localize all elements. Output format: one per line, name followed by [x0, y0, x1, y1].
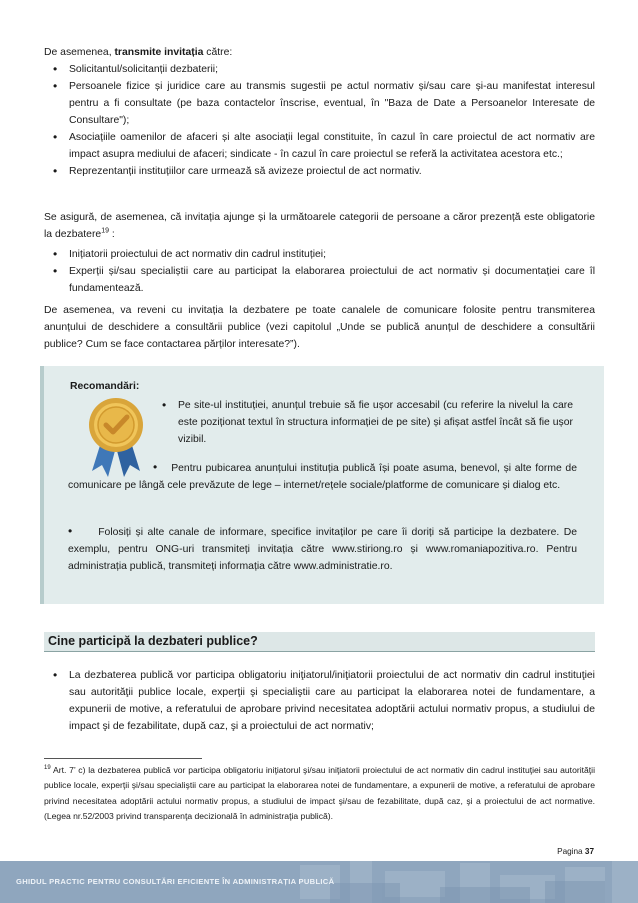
footer-title: GHIDUL PRACTIC PENTRU CONSULTĂRI EFICIENTE ÎN ADMINISTRAȚIA PUBLICĂ	[16, 877, 335, 886]
invitation-recipients	[44, 44, 595, 180]
mandatory-text-after: :	[109, 229, 115, 240]
page-label: Pagina	[557, 847, 585, 856]
recommendation-text: • Pe site-ul instituției, anunțul trebuie să fie ușor accesabil (cu referire la nivelul la care este poziționat textul în structura informației de pe site) și afișat astfel încât să fie ușor vizibil.	[153, 397, 573, 448]
footnote-number: 19	[44, 765, 51, 772]
footnote-ref[interactable]: 19	[101, 227, 109, 235]
list-item: • Persoanele fizice și juridice care au transmis sugestii pe actul normativ și/sau care și-au manifestat interesul pentru a fi consultate (pe baza contactelor înscrise, eventual, în "Baza de Date a Persoanelor Interesate de Consultare");	[44, 78, 595, 129]
list-item: • Experții și/sau specialiștii care au participat la elaborarea proiectului de act normativ și documentației care îl fundamentează.	[44, 263, 595, 297]
intro-lead: De asemenea,	[44, 47, 115, 58]
bullet: •	[153, 460, 158, 474]
intro-line	[44, 44, 595, 61]
recommendation-item	[68, 523, 577, 575]
section-title: Cine participă la dezbateri publice?	[48, 634, 258, 648]
footer-banner	[0, 861, 638, 903]
list-item: • Inițiatorii proiectului de act normativ din cadrul instituției;	[44, 246, 595, 263]
page-number-value: 37	[584, 847, 594, 856]
footnote-divider	[44, 758, 202, 759]
list-item: • Reprezentanții instituțiilor care urmează să avizeze proiectul de act normativ.	[44, 163, 595, 180]
intro-tail: către:	[203, 47, 233, 58]
recommendations-title: Recomandări:	[70, 381, 140, 392]
list-item: • Asociațiile oamenilor de afaceri și alte asociații legal constituite, în cazul în care proiectul de act normativ are impact asupra mediului de afaceri; sindicate - în cazul în care proiectul se referă la activitatea acestora etc.;	[44, 129, 595, 163]
channels-paragraph: De asemenea, va reveni cu invitația la dezbatere pe toate canalele de comunicare folosite pentru transmiterea anunțului de deschidere a consultării publice (vezi capitolul „Unde se publică anunțul de deschidere a consultării publice? Cum se face contactarea părților interesate?”).	[44, 305, 595, 350]
recommendation-text: Pentru pubicarea anunțului instituția publică își poate asuma, benevol, și alte forme de comunicare pe lângă cele prevăzute de lege – internet/rețele sociale/platforme de comunicare și dialog etc.	[68, 463, 577, 491]
recommendation-text: Folosiți și alte canale de informare, specifice invitaților pe care îi doriți să participe la dezbatere. De exemplu, pentru ONG-uri transmiteți invitația către www.stiriong.ro și www.romaniapozitiva.ro. Pentru administrația publică, transmiteți informația către www.administratie.ro.	[68, 527, 577, 572]
bullet: •	[68, 524, 73, 538]
list-item: • Solicitantul/solicitanții dezbaterii;	[44, 61, 595, 78]
recommendation-item	[153, 397, 573, 448]
participants-list	[44, 667, 595, 735]
section-heading	[44, 632, 595, 652]
footnote	[44, 763, 595, 825]
page-number	[520, 843, 594, 860]
recommendations-box	[40, 366, 604, 604]
mandatory-intro	[44, 209, 595, 243]
list-item: • La dezbaterea publică vor participa obligatoriu iniţiatorul/iniţiatorii proiectului de act normativ din cadrul instituţiei sau autorităţii publice locale, experţii şi specialiştii care au participat la elaborarea notei de fundamentare, a expunerii de motive, a referatului de aprobare privind necesitatea adoptării actului normativ propus, a studiului de impact şi de fezabilitate, după caz, şi a proiectului de act normativ;	[44, 667, 595, 735]
recipients-list	[44, 61, 595, 180]
intro-bold: transmite invitația	[114, 47, 204, 58]
footnote-text: Art. 7’ c) la dezbaterea publică vor participa obligatoriu iniţiatorul şi/sau iniţiatorii proiectului de act normativ din cadrul instituţiei sau autorităţii publice locale, experţii şi/sau specialiştii care au participat la elaborarea notei de fundamentare, a expunerii de motive, a referatului de aprobare privind necesitatea adoptării actului normativ propus, a studiului de impact şi/sau de fezabilitate, după caz, şi a proiectului de act normative. (Legea nr.52/2003 privind transparenţa decizională în administraţia publică).	[44, 765, 595, 822]
mandatory-list	[44, 246, 595, 297]
recommendation-item	[68, 459, 577, 494]
mandatory-text: Se asigură, de asemenea, că invitația ajunge și la următoarele categorii de persoane a căror prezență este obligatorie la dezbatere	[44, 212, 595, 240]
mandatory-participants	[44, 209, 595, 297]
